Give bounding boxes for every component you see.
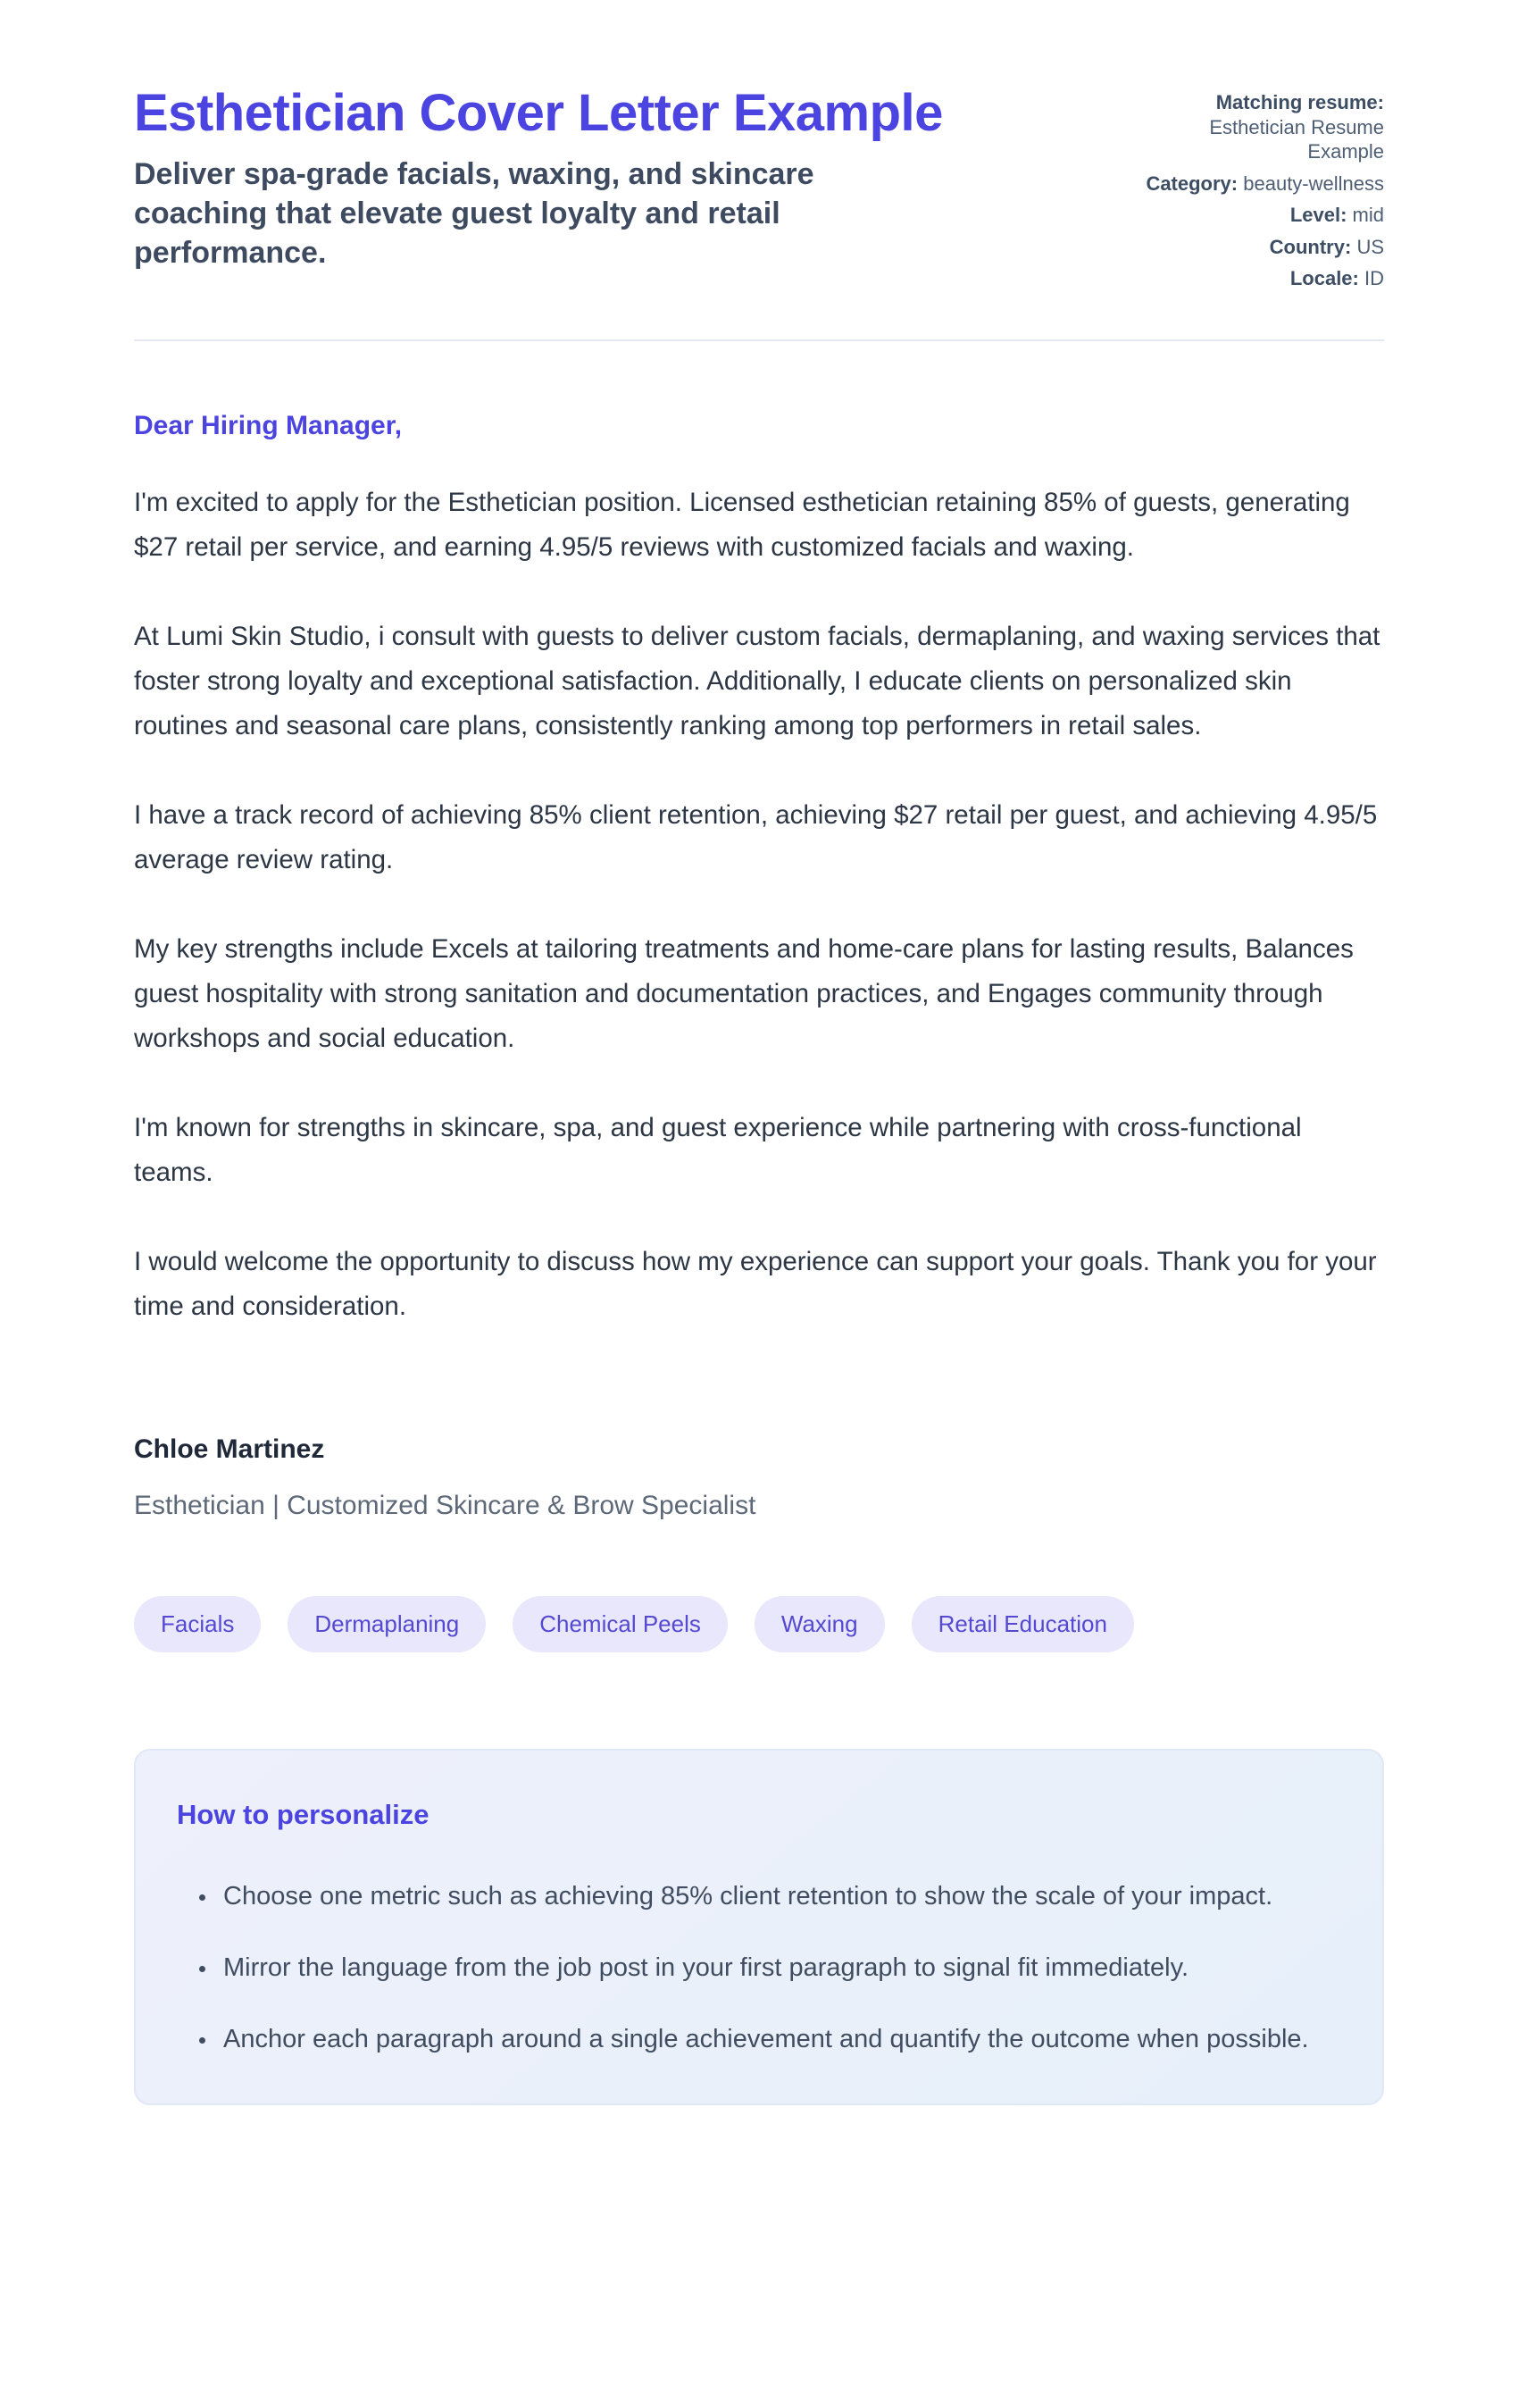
meta-label: Matching resume:: [1215, 91, 1384, 113]
callout-bullet-list: [177, 1873, 1341, 2062]
cover-letter-page: [134, 0, 1384, 2159]
signature-role: Esthetician | Customized Skincare & Brow Specialist: [134, 1490, 756, 1520]
meta-value: beauty-wellness: [1243, 171, 1384, 195]
letter-paragraph: I have a track record of achieving 85% client retention, achieving $27 retail per guest, and achieving 4.95/5 average review rating.: [134, 799, 1378, 874]
letter-paragraph: I'm excited to apply for the Esthetician position. Licensed esthetician retaining 85% of guests, generating $27 retail per service, and earning 4.95/5 reviews with customized facials and waxing.: [134, 487, 1350, 562]
meta-item-matching-resume: [1141, 90, 1384, 164]
header-divider: [134, 339, 1384, 341]
letter-paragraph: I'm known for strengths in skincare, spa, and guest experience while partnering with cross-functional teams.: [134, 1112, 1302, 1187]
meta-item-category: [1141, 171, 1384, 196]
skill-tag-list: [134, 1596, 1384, 1653]
letter-paragraph: I would welcome the opportunity to discuss how my experience can support your goals. Thank you for your time and consideration.: [134, 1246, 1377, 1321]
meta-label: Country:: [1269, 235, 1352, 258]
letter-paragraph: My key strengths include Excels at tailoring treatments and home-care plans for lasting results, Balances guest hospitality with strong sanitation and documentation practices, and Engages community through workshops and social education.: [134, 933, 1354, 1053]
callout-bullet: • Choose one metric such as achieving 85% client retention to show the scale of your impact.: [218, 1873, 1325, 1919]
callout-bullet: • Mirror the language from the job post in your first paragraph to signal fit immediately.: [218, 1944, 1325, 1991]
skill-tag-waxing[interactable]: Waxing: [755, 1596, 885, 1653]
cover-letter-body: [134, 404, 1384, 1523]
meta-label: Level:: [1289, 204, 1347, 226]
meta-item-level: [1141, 203, 1384, 228]
skill-tag-facials[interactable]: Facials: [134, 1596, 261, 1653]
letter-greeting: Dear Hiring Manager,: [134, 410, 403, 440]
skill-tag-retail-education[interactable]: Retail Education: [912, 1596, 1134, 1653]
resume-meta-block: [1141, 85, 1384, 298]
signature-block: [134, 1432, 1384, 1523]
page-title: Esthetician Cover Letter Example: [134, 84, 943, 142]
skill-tag-dermaplaning[interactable]: Dermaplaning: [288, 1596, 486, 1653]
meta-value: ID: [1364, 267, 1384, 289]
meta-value: US: [1356, 235, 1384, 258]
letter-paragraph: At Lumi Skin Studio, i consult with guests to deliver custom facials, dermaplaning, and waxing services that foster strong loyalty and exceptional satisfaction. Additionally, I educate clients on personalized skin routines and seasonal care plans, consistently ranking among top performers in retail sales.: [134, 621, 1380, 740]
signature-name: Chloe Martinez: [134, 1434, 325, 1464]
skill-tag-chemical-peels[interactable]: Chemical Peels: [513, 1596, 728, 1653]
meta-item-country: [1141, 235, 1384, 260]
header-title-block: [134, 85, 1105, 298]
meta-label: Category:: [1146, 171, 1239, 195]
meta-value: Esthetician Resume Example: [1209, 115, 1384, 163]
callout-title: How to personalize: [177, 1799, 430, 1831]
meta-label: Locale:: [1289, 267, 1359, 289]
meta-value: mid: [1352, 204, 1384, 226]
how-to-personalize-callout: [134, 1749, 1384, 2104]
page-header: [134, 85, 1384, 298]
page-subtitle: Deliver spa-grade facials, waxing, and skincare coaching that elevate guest loyalty and retail performance.: [134, 156, 814, 271]
callout-bullet: • Anchor each paragraph around a single achievement and quantify the outcome when possible.: [218, 2016, 1325, 2062]
meta-item-locale: [1141, 266, 1384, 291]
